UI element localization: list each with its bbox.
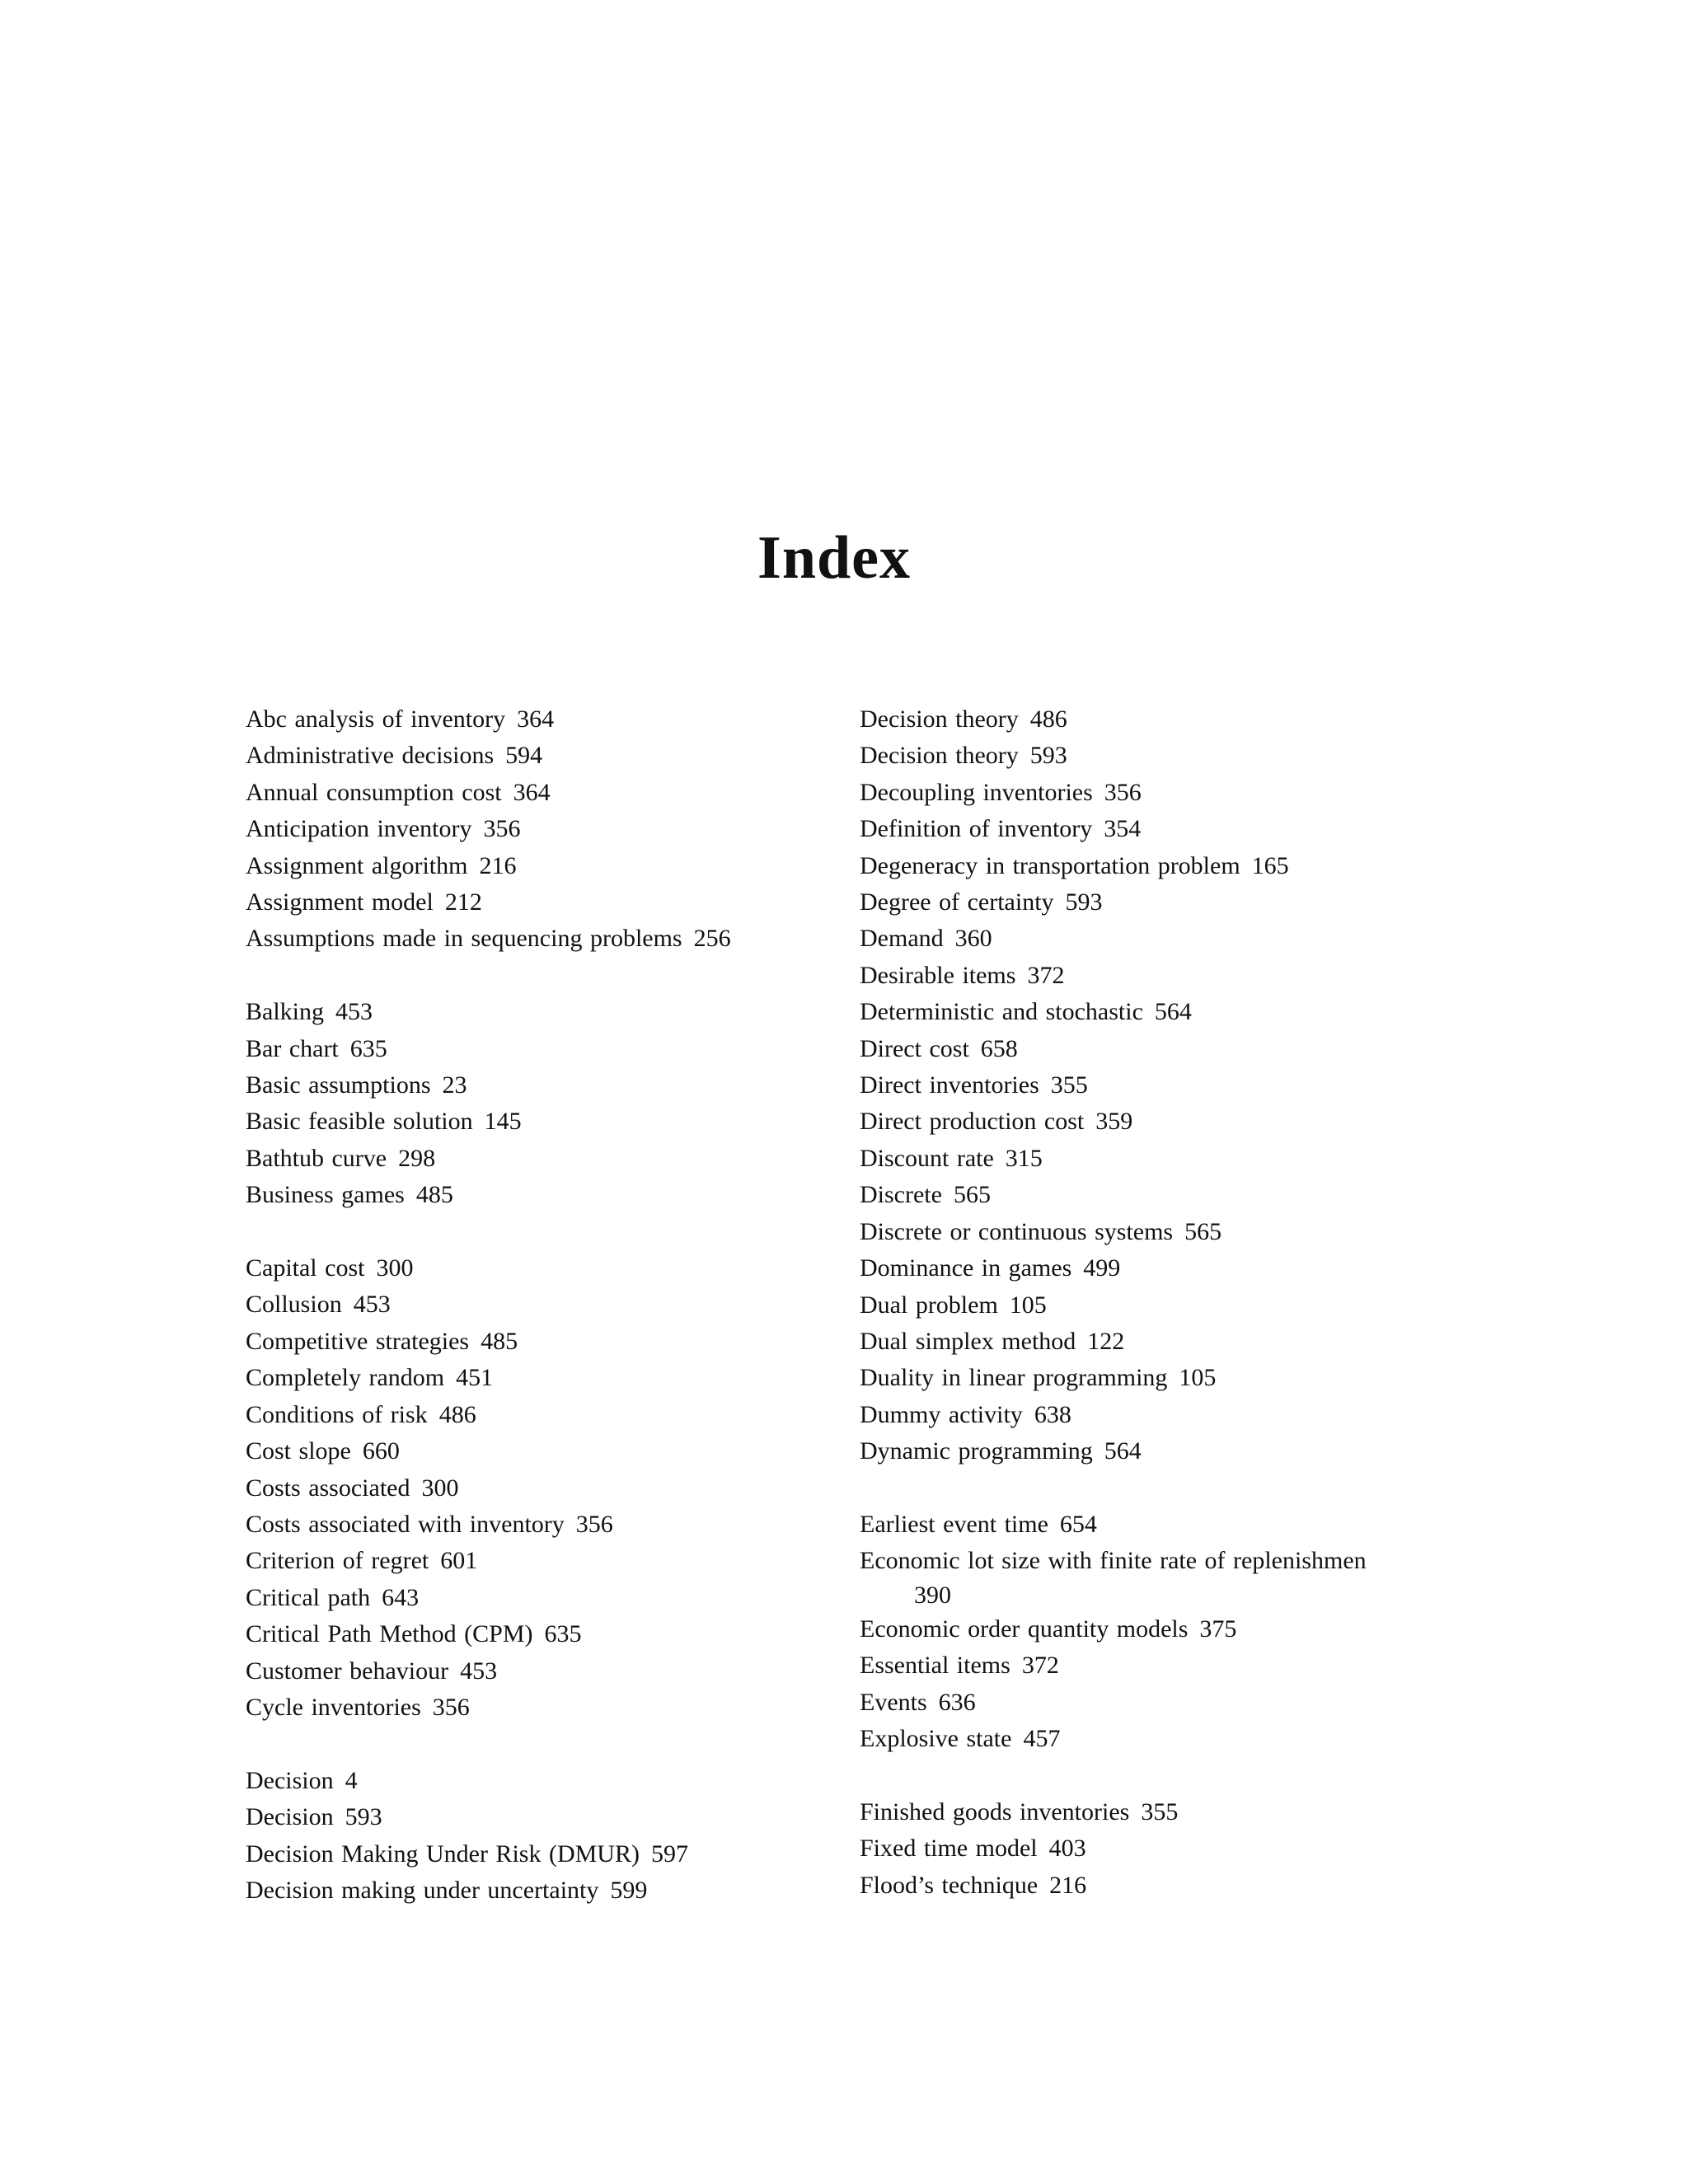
index-page-number: 375 bbox=[1199, 1615, 1237, 1643]
index-letter-group bbox=[246, 1250, 839, 1726]
index-page-number: 212 bbox=[444, 888, 482, 916]
index-entry bbox=[860, 701, 1453, 738]
index-entry bbox=[860, 1250, 1453, 1286]
index-entry bbox=[860, 884, 1453, 921]
index-entry bbox=[246, 1324, 839, 1360]
index-term: Direct cost bbox=[860, 1034, 969, 1062]
index-term: Decision theory bbox=[860, 705, 1019, 733]
index-term: Business games bbox=[246, 1181, 405, 1209]
index-term: Essential items bbox=[860, 1652, 1010, 1680]
index-letter-group bbox=[860, 701, 1453, 1470]
index-entry bbox=[246, 994, 839, 1030]
index-entry bbox=[860, 958, 1453, 994]
index-entry bbox=[860, 811, 1453, 847]
index-page-number: 564 bbox=[1154, 998, 1192, 1026]
index-entry bbox=[860, 1721, 1453, 1757]
index-entry bbox=[246, 1872, 839, 1909]
index-page-number: 457 bbox=[1023, 1724, 1061, 1752]
index-page-number: 364 bbox=[517, 705, 555, 733]
index-letter-group bbox=[246, 701, 839, 958]
index-page-number: 356 bbox=[1104, 778, 1142, 806]
index-entry bbox=[246, 884, 839, 921]
index-entry bbox=[860, 1611, 1453, 1647]
index-term: Customer behaviour bbox=[246, 1657, 449, 1685]
index-term: Cycle inventories bbox=[246, 1693, 421, 1721]
index-term: Decision theory bbox=[860, 742, 1019, 770]
index-entry bbox=[246, 848, 839, 884]
index-entry bbox=[246, 811, 839, 847]
index-term: Critical path bbox=[246, 1583, 371, 1611]
index-page-number: 105 bbox=[1009, 1291, 1047, 1319]
index-entry bbox=[860, 1067, 1453, 1104]
index-page-number: 453 bbox=[335, 998, 373, 1026]
index-page-number: 658 bbox=[980, 1034, 1018, 1062]
index-term: Fixed time model bbox=[860, 1835, 1038, 1863]
index-entry bbox=[246, 1360, 839, 1396]
index-entry bbox=[860, 1685, 1453, 1721]
index-page-number: 486 bbox=[438, 1400, 476, 1428]
index-term: Capital cost bbox=[246, 1254, 365, 1282]
index-term: Critical Path Method (CPM) bbox=[246, 1620, 533, 1648]
index-page-number: 356 bbox=[575, 1510, 613, 1538]
index-entry bbox=[246, 1433, 839, 1469]
index-entry bbox=[860, 1794, 1453, 1830]
index-page-number: 593 bbox=[1029, 742, 1067, 770]
index-term: Desirable items bbox=[860, 961, 1016, 989]
index-term: Explosive state bbox=[860, 1724, 1012, 1752]
index-entry bbox=[246, 1690, 839, 1726]
index-entry bbox=[860, 1141, 1453, 1177]
index-term: Bathtub curve bbox=[246, 1144, 387, 1172]
index-page-number: 403 bbox=[1048, 1835, 1086, 1863]
index-page-number: 372 bbox=[1021, 1652, 1059, 1680]
index-page-number: 451 bbox=[456, 1364, 494, 1392]
index-term: Administrative decisions bbox=[246, 742, 495, 770]
index-term: Dual problem bbox=[860, 1291, 998, 1319]
index-term: Anticipation inventory bbox=[246, 815, 472, 843]
index-term: Cost slope bbox=[246, 1437, 351, 1465]
index-page-number: 654 bbox=[1059, 1510, 1097, 1538]
index-entry bbox=[246, 1250, 839, 1286]
index-page-number: 638 bbox=[1034, 1400, 1071, 1428]
index-entry bbox=[246, 701, 839, 738]
index-entry bbox=[860, 921, 1453, 957]
index-entry bbox=[246, 921, 839, 957]
index-term: Demand bbox=[860, 925, 944, 953]
index-term: Annual consumption cost bbox=[246, 778, 502, 806]
index-page-number: 356 bbox=[432, 1693, 470, 1721]
index-term: Decision bbox=[246, 1803, 334, 1831]
index-term: Direct inventories bbox=[860, 1071, 1039, 1099]
index-page-number: 23 bbox=[442, 1071, 467, 1099]
index-page-number: 315 bbox=[1005, 1144, 1043, 1172]
index-page-number: 485 bbox=[415, 1181, 453, 1209]
index-page-number: 660 bbox=[362, 1437, 400, 1465]
index-column-right bbox=[860, 701, 1453, 1940]
index-term: Costs associated bbox=[246, 1474, 410, 1502]
index-term: Decision bbox=[246, 1766, 334, 1794]
index-page-number: 216 bbox=[1049, 1871, 1087, 1899]
index-page-number: 564 bbox=[1104, 1437, 1142, 1465]
index-page-number: 593 bbox=[1065, 888, 1103, 916]
index-term: Dominance in games bbox=[860, 1254, 1072, 1282]
index-page-number: 372 bbox=[1027, 961, 1065, 989]
index-term: Economic lot size with finite rate of replenishmen bbox=[860, 1547, 1367, 1575]
index-page-number: 635 bbox=[544, 1620, 582, 1648]
index-term: Finished goods inventories bbox=[860, 1797, 1130, 1825]
index-entry bbox=[860, 1433, 1453, 1469]
index-letter-group bbox=[860, 1507, 1453, 1757]
index-term: Discount rate bbox=[860, 1144, 994, 1172]
page-title: Index bbox=[757, 524, 911, 592]
index-term: Bar chart bbox=[246, 1034, 339, 1062]
index-page-number: 565 bbox=[953, 1181, 991, 1209]
index-page-number: 298 bbox=[398, 1144, 436, 1172]
index-entry bbox=[246, 1580, 839, 1616]
index-term: Direct production cost bbox=[860, 1108, 1085, 1136]
index-page-number: 355 bbox=[1050, 1071, 1088, 1099]
index-page-number: 486 bbox=[1029, 705, 1067, 733]
index-term: Abc analysis of inventory bbox=[246, 705, 506, 733]
index-entry bbox=[860, 775, 1453, 811]
index-entry bbox=[860, 1287, 1453, 1324]
index-page-number: 593 bbox=[345, 1803, 382, 1831]
index-term: Discrete or continuous systems bbox=[860, 1217, 1174, 1245]
index-entry bbox=[860, 1177, 1453, 1213]
index-entry bbox=[246, 1104, 839, 1140]
index-page-number: 390 bbox=[914, 1581, 951, 1609]
index-term: Earliest event time bbox=[860, 1510, 1048, 1538]
index-entry bbox=[246, 1616, 839, 1652]
index-page-number: 601 bbox=[440, 1547, 478, 1575]
index-term: Basic feasible solution bbox=[246, 1108, 473, 1136]
index-page-number: 636 bbox=[938, 1688, 976, 1716]
index-term: Decoupling inventories bbox=[860, 778, 1093, 806]
index-page-number: 499 bbox=[1083, 1254, 1121, 1282]
index-entry bbox=[860, 1868, 1453, 1904]
index-term: Duality in linear programming bbox=[860, 1364, 1168, 1392]
index-term: Assignment model bbox=[246, 888, 434, 916]
index-entry bbox=[246, 1141, 839, 1177]
index-page-number: 256 bbox=[693, 925, 731, 953]
index-term: Decision making under uncertainty bbox=[246, 1876, 599, 1904]
index-entry bbox=[860, 1830, 1453, 1867]
index-column-left bbox=[246, 701, 839, 1946]
index-page-number: 485 bbox=[481, 1327, 518, 1355]
index-term: Balking bbox=[246, 998, 324, 1026]
index-term: Collusion bbox=[246, 1291, 342, 1319]
index-page-number: 216 bbox=[479, 851, 517, 879]
index-term: Costs associated with inventory bbox=[246, 1510, 565, 1538]
index-page-number: 597 bbox=[650, 1840, 688, 1868]
index-page-number: 145 bbox=[484, 1108, 522, 1136]
index-term: Degree of certainty bbox=[860, 888, 1054, 916]
index-entry bbox=[860, 738, 1453, 774]
index-entry bbox=[246, 1177, 839, 1213]
index-entry bbox=[860, 1324, 1453, 1360]
index-page-number: 300 bbox=[376, 1254, 414, 1282]
index-term: Dummy activity bbox=[860, 1400, 1023, 1428]
index-entry bbox=[246, 1397, 839, 1433]
index-page-number: 165 bbox=[1251, 851, 1289, 879]
index-term: Discrete bbox=[860, 1181, 942, 1209]
index-entry bbox=[860, 1507, 1453, 1543]
index-term: Degeneracy in transportation problem bbox=[860, 851, 1240, 879]
index-term: Flood’s technique bbox=[860, 1871, 1039, 1899]
index-entry bbox=[246, 738, 839, 774]
index-page-number: 300 bbox=[421, 1474, 459, 1502]
index-page-number: 360 bbox=[954, 925, 992, 953]
index-term: Definition of inventory bbox=[860, 815, 1093, 843]
index-term: Dynamic programming bbox=[860, 1437, 1093, 1465]
index-page-number: 453 bbox=[460, 1657, 498, 1685]
index-entry bbox=[860, 1031, 1453, 1067]
index-entry bbox=[246, 1067, 839, 1104]
index-page-number: 565 bbox=[1184, 1217, 1222, 1245]
index-term: Decision Making Under Risk (DMUR) bbox=[246, 1840, 640, 1868]
index-entry bbox=[246, 1470, 839, 1507]
index-letter-group bbox=[860, 1794, 1453, 1904]
index-entry bbox=[246, 775, 839, 811]
index-page-number: 355 bbox=[1141, 1797, 1179, 1825]
index-entry bbox=[860, 994, 1453, 1030]
index-entry bbox=[860, 1360, 1453, 1396]
index-entry bbox=[246, 1286, 839, 1323]
index-entry bbox=[246, 1836, 839, 1872]
index-term: Assignment algorithm bbox=[246, 851, 468, 879]
index-entry bbox=[860, 1543, 1453, 1610]
index-entry bbox=[860, 1104, 1453, 1140]
index-term: Completely random bbox=[246, 1364, 445, 1392]
index-term: Economic order quantity models bbox=[860, 1615, 1189, 1643]
index-letter-group bbox=[246, 1763, 839, 1910]
index-entry bbox=[246, 1031, 839, 1067]
index-entry bbox=[860, 1397, 1453, 1433]
index-letter-group bbox=[246, 994, 839, 1213]
index-page-number: 453 bbox=[353, 1291, 391, 1319]
index-term: Dual simplex method bbox=[860, 1327, 1076, 1355]
index-page-number: 599 bbox=[610, 1876, 648, 1904]
index-page-number: 122 bbox=[1087, 1327, 1125, 1355]
index-page-number: 364 bbox=[513, 778, 551, 806]
index-page-number: 594 bbox=[505, 742, 543, 770]
index-page-number: 359 bbox=[1095, 1108, 1133, 1136]
index-term: Criterion of regret bbox=[246, 1547, 429, 1575]
index-page-number: 356 bbox=[483, 815, 521, 843]
index-entry bbox=[860, 1214, 1453, 1250]
index-term: Competitive strategies bbox=[246, 1327, 470, 1355]
index-term: Conditions of risk bbox=[246, 1400, 428, 1428]
index-term: Events bbox=[860, 1688, 927, 1716]
index-term: Deterministic and stochastic bbox=[860, 998, 1143, 1026]
index-entry bbox=[246, 1543, 839, 1579]
index-term: Basic assumptions bbox=[246, 1071, 431, 1099]
index-entry bbox=[860, 1647, 1453, 1684]
index-page-number: 635 bbox=[349, 1034, 387, 1062]
index-entry bbox=[246, 1653, 839, 1690]
index-term: Assumptions made in sequencing problems bbox=[246, 925, 682, 953]
index-page-number: 105 bbox=[1179, 1364, 1217, 1392]
index-entry bbox=[246, 1799, 839, 1835]
index-entry bbox=[860, 848, 1453, 884]
index-page-number: 643 bbox=[382, 1583, 420, 1611]
index-entry bbox=[246, 1507, 839, 1543]
index-page-number: 4 bbox=[345, 1766, 358, 1794]
index-entry bbox=[246, 1763, 839, 1799]
index-page-number: 354 bbox=[1104, 815, 1142, 843]
